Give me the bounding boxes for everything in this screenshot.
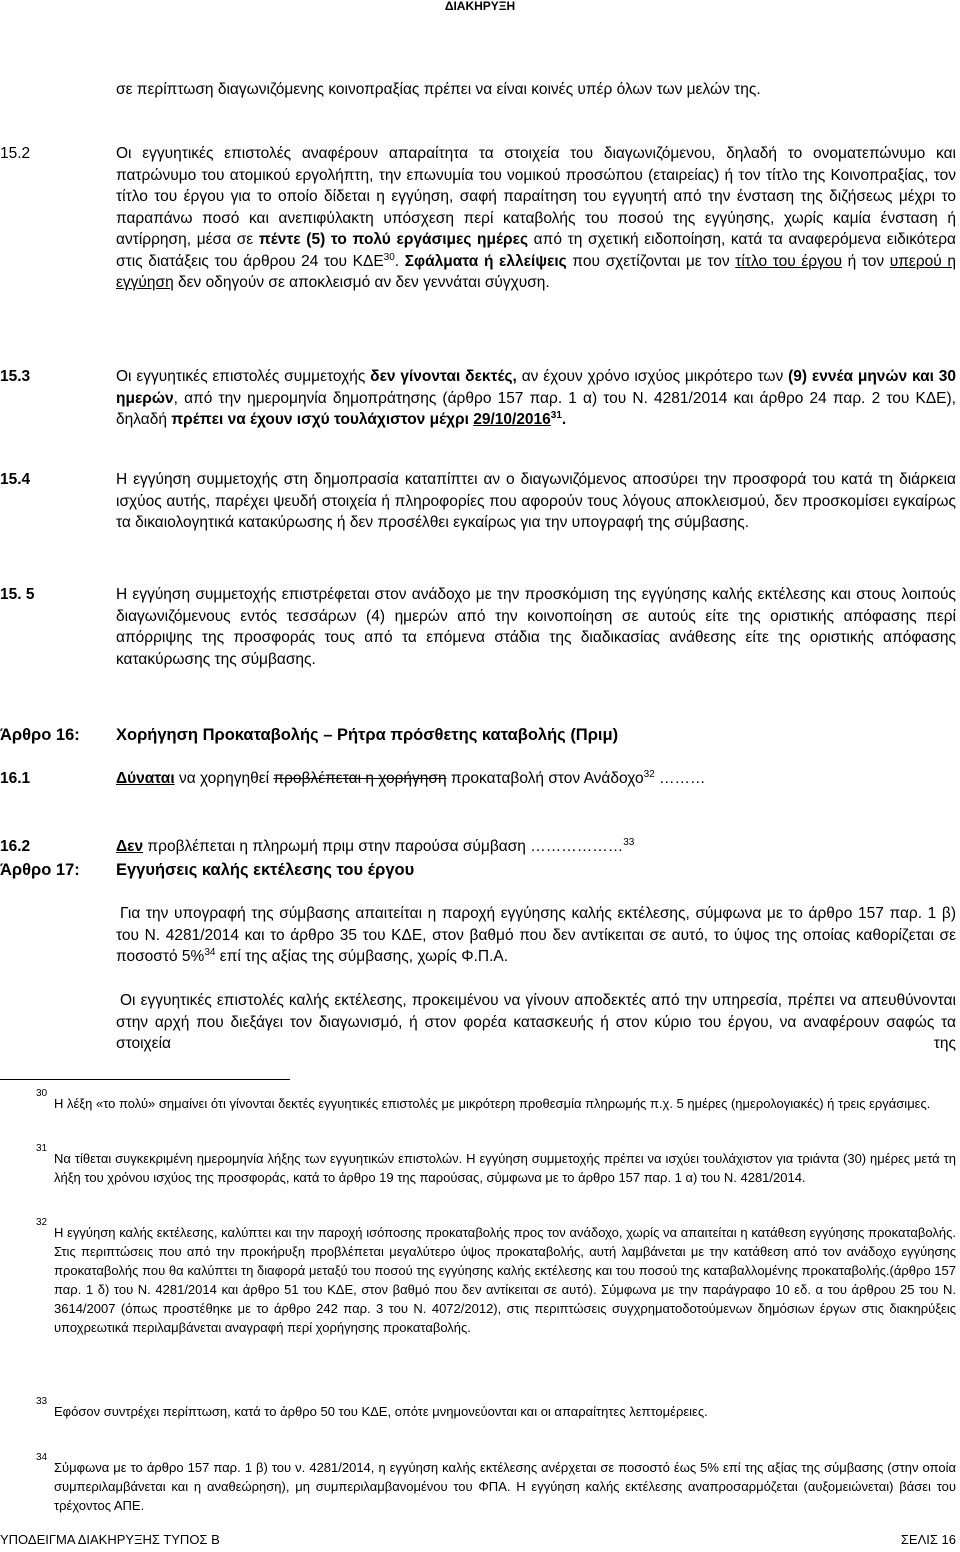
- section-number: 15. 5: [0, 586, 35, 603]
- footnote-ref: 34: [204, 947, 216, 958]
- article-16-label: Άρθρο 16:: [0, 726, 80, 744]
- paragraph-continuation: σε περίπτωση διαγωνιζόμενης κοινοπραξίας πρέπει να είναι κοινές υπέρ όλων των μελών της.: [116, 81, 761, 98]
- paragraph-17-1: Για την υπογραφή της σύμβασης απαιτείται η παροχή εγγύησης καλής εκτέλεσης, σύμφωνα με το άρθρο 157 παρ. 1 β) του Ν. 4281/2014 και το άρθρο 35 του ΚΔΕ, στον βαθμό που δεν αντίκειται σε αυτό, το ύψος της οποίας καθορίζεται σε ποσοστό 5%$^{34}$ επί της αξίας της σύμβασης, χωρίς Φ.Π.Α.: [116, 905, 956, 965]
- footnote-number: 33: [36, 1396, 48, 1407]
- footnote-32: Η εγγύηση καλής εκτέλεσης, καλύπτει και την παροχή ισόποσης προκαταβολής προς τον ανάδοχο, χωρίς να απαιτείται η κατάθεση εγγύησης προκαταβολής. Στις περιπτώσεις που από την προκήρυξη προβλέπεται μεγαλύτερο ύψος προκαταβολής, αυτή λαμβάνεται με την κατάθεση από τον ανάδοχο εγγύησης προκαταβολής που θα καλύπτει τη διαφορά μεταξύ του ποσού της εγγύησης καλής εκτέλεσης και του ποσού της καταβαλλομένης προκαταβολής.(άρθρο 157 παρ. 1 δ) του Ν. 4281/2014 και άρθρο 51 του ΚΔΕ, στον βαθμό που δεν αντίκειται σε αυτό). Σύμφωνα με την παράγραφο 10 εδ. α του άρθρου 25 του Ν. 3614/2007 (όπως προστέθηκε με το άρθρο 242 παρ. 3 του Ν. 4072/2012), στις περιπτώσεις συγχρηματοδοτούμενων δημόσιων έργων στις διακηρύξεις υποχρεωτικά περιλαμβάνεται αναγραφή περί χορήγησης προκαταβολής.: [54, 1225, 956, 1335]
- paragraph-15-5: Η εγγύηση συμμετοχής επιστρέφεται στον ανάδοχο με την προσκόμιση της εγγύησης καλής εκτέλεσης και στους λοιπούς διαγωνιζόμενους εντός τεσσάρων (4) ημερών από την κοινοποίηση σε αυτούς είτε της οριστικής απόφασης περί απόρριψης της προσφοράς τους από τα επόμενα στάδια της διαδικασίας ανάθεσης είτε της οριστικής απόφασης κατακύρωσης της σύμβασης.: [116, 586, 956, 668]
- section-number: 15.4: [0, 471, 31, 488]
- footnote-number: 34: [36, 1452, 48, 1463]
- footnote-30: Η λέξη «το πολύ» σημαίνει ότι γίνονται δεκτές εγγυητικές επιστολές με μικρότερη προθεσμία πληρωμής π.χ. 5 ημέρες (ημερολογιακές) ή τρεις εργάσιμες.: [54, 1096, 931, 1111]
- paragraph-17-2: Οι εγγυητικές επιστολές καλής εκτέλεσης, προκειμένου να γίνουν αποδεκτές από την υπηρεσία, πρέπει να απευθύνονται στην αρχή που διεξάγει τον διαγωνισμό, ή στον φορέα κατασκευής ή στον κύριο του έργου, να αναφέρουν σαφώς τα στοιχεία της: [116, 992, 956, 1052]
- footnote-number: 30: [36, 1088, 48, 1099]
- paragraph-15-3: Οι εγγυητικές επιστολές συμμετοχής δεν γίνονται δεκτές, αν έχουν χρόνο ισχύος μικρότερο των (9) εννέα μηνών και 30 ημερών, από την ημερομηνία δημοπράτησης (άρθρο 157 παρ. 1 α) του Ν. 4281/2014 και άρθρο 24 παρ. 2 του ΚΔΕ), δηλαδή πρέπει να έχουν ισχύ τουλάχιστον μέχρι 29/10/2016$^{31}$.: [116, 368, 956, 428]
- footnote-ref: 30: [383, 251, 395, 263]
- section-number: 15.3: [0, 368, 31, 385]
- footnote-number: 32: [36, 1217, 48, 1228]
- footnote-separator: [0, 1079, 290, 1080]
- footnote-number: 31: [36, 1143, 48, 1154]
- footnote-ref: 33: [623, 837, 635, 848]
- paragraph-15-2: Οι εγγυητικές επιστολές αναφέρουν απαραίτητα τα στοιχεία του διαγωνιζόμενου, δηλαδή το ονοματεπώνυμο και πατρώνυμο του ατομικού εργολήπτη, την επωνυμία του νομικού προσώπου (εταιρείας) ή τον τίτλο της Κοινοπραξίας, τον τίτλο του έργου για το οποίο δίδεται η εγγύηση, σαφή παραίτηση του εγγυητή από την ένσταση της διζήσεως μέχρι το παραπάνω ποσό και ανεπιφύλακτη υπόσχεση περί καταβολής του ποσού της εγγύησης, χωρίς καμία ένσταση ή αντίρρηση, μέσα σε πέντε (5) το πολύ εργάσιμες ημέρες από τη σχετική ειδοποίηση, κατά τα αναφερόμενα ειδικότερα στις διατάξεις του άρθρου 24 του ΚΔΕ$^{30}$. Σφάλματα ή ελλείψεις που σχετίζονται με τον τίτλο του έργου ή τον υπερού η εγγύηση δεν οδηγούν σε αποκλεισμό αν δεν γεννάται σύγχυση.: [116, 145, 957, 291]
- page-header: ΔΙΑΚΗΡΥΞΗ: [444, 0, 516, 13]
- section-number: 15.2: [0, 145, 31, 162]
- section-number: 16.2: [0, 838, 31, 855]
- footnote-31: Να τίθεται συγκεκριμένη ημερομηνία λήξης των εγγυητικών επιστολών. Η εγγύηση συμμετοχής πρέπει να ισχύει τουλάχιστον για τριάντα (30) ημέρες μετά τη λήξη του χρόνου ισχύος της προσφοράς, κατά το άρθρο 19 της παρούσας, σύμφωνα με το άρθρο 157 παρ. 1 α) του Ν. 4281/2014.: [54, 1151, 956, 1185]
- footer-page-number: ΣΕΛΙΣ 16: [900, 1532, 956, 1547]
- footnote-ref: 32: [643, 769, 655, 780]
- section-number: 16.1: [0, 770, 31, 787]
- footnote-ref: 31: [550, 410, 562, 421]
- article-16-title: Χορήγηση Προκαταβολής – Ρήτρα πρόσθετης καταβολής (Πριμ): [116, 726, 619, 744]
- footnote-34: Σύμφωνα με το άρθρο 157 παρ. 1 β) του ν. 4281/2014, η εγγύηση καλής εκτέλεσης ανέρχεται σε ποσοστό έως 5% επί της αξίας της σύμβασης (στην οποία συμπεριλαμβάνεται και η αναθεώρηση), μη συμπεριλαμβανομένου του ΦΠΑ. Η εγγύηση καλής εκτέλεσης αναπροσαρμόζεται (αυξομειώνεται) βάσει του τρέχοντος ΑΠΕ.: [54, 1460, 956, 1513]
- paragraph-16-1: Δύναται να χορηγηθεί προβλέπεται η χορήγηση προκαταβολή στον Ανάδοχο$^{32}$ ………: [116, 769, 706, 787]
- article-17-label: Άρθρο 17:: [0, 861, 80, 879]
- footnote-33: Εφόσον συντρέχει περίπτωση, κατά το άρθρο 50 του ΚΔΕ, οπότε μνημονεύονται και οι απαραίτητες λεπτομέρειες.: [54, 1404, 708, 1419]
- paragraph-15-4: Η εγγύηση συμμετοχής στη δημοπρασία καταπίπτει αν ο διαγωνιζόμενος αποσύρει την προσφορά του κατά τη διάρκεια ισχύος αυτής, παρέχει ψευδή στοιχεία ή πληροφορίες που αφορούν τους λόγους αποκλεισμού, δεν προσκομίσει εγκαίρως τα δικαιολογητικά κατακύρωσης ή δεν προσέλθει εγκαίρως για την υπογραφή της σύμβασης.: [116, 471, 956, 531]
- article-17-title: Εγγυήσεις καλής εκτέλεσης του έργου: [116, 861, 415, 879]
- footer-template-label: ΥΠΟΔΕΙΓΜΑ ΔΙΑΚΗΡΥΞΗΣ ΤΥΠΟΣ Β: [0, 1532, 220, 1547]
- paragraph-16-2: Δεν προβλέπεται η πληρωμή πριμ στην παρούσα σύμβαση ………………$^{33}$: [116, 837, 635, 855]
